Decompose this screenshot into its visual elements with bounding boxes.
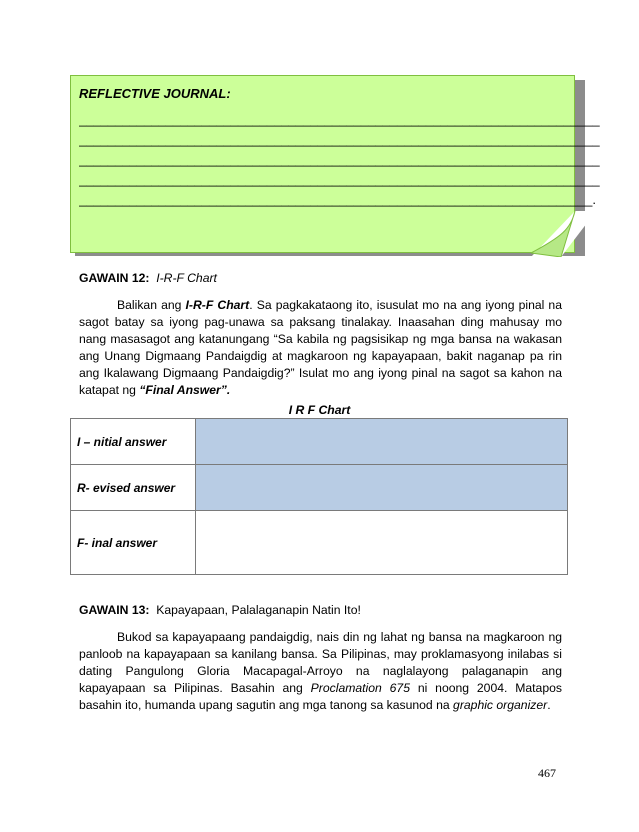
gawain-12-paragraph	[79, 297, 562, 399]
para-text: .	[547, 698, 551, 712]
gawain-12-heading	[79, 271, 217, 285]
table-row	[71, 465, 568, 511]
gawain-12-label: GAWAIN 12:	[79, 271, 150, 285]
gawain-12-title: I-R-F Chart	[156, 271, 217, 285]
journal-line: ________________________________________________________________________	[79, 172, 600, 187]
final-answer-cell[interactable]	[196, 511, 568, 575]
gawain-13-label: GAWAIN 13:	[79, 603, 150, 617]
gawain-13-paragraph	[79, 629, 562, 714]
para-text: ni noong 2004. Matapos basahin ito, humanda upang sagutin ang mga tanong sa kasunod na	[79, 681, 562, 712]
journal-line: ________________________________________________________________________	[79, 152, 600, 167]
gawain-13-heading	[79, 603, 361, 617]
table-row	[71, 419, 568, 465]
para-italic: Proclamation 675	[310, 681, 410, 695]
revised-answer-cell[interactable]	[196, 465, 568, 511]
para-text: Bukod sa kapayapaang pandaigdig, nais din ng lahat ng bansa na magkaroon ng panloob na kapayapaan sa kanilang bansa. Sa Pilipinas, may proklamasyong inilabas si dating Pangulong Gloria Macapagal-Arroyo na naglalayong palaganapin ang kapayapaan sa Pilipinas. Basahin ang	[79, 630, 562, 695]
para-italic: graphic organizer	[453, 698, 548, 712]
row-label-initial: I – nitial answer	[71, 419, 196, 465]
journal-title: REFLECTIVE JOURNAL:	[79, 86, 231, 101]
journal-line: ________________________________________________________________________	[79, 112, 600, 127]
table-row	[71, 511, 568, 575]
para-text: . Sa pagkakataong ito, isusulat mo na ang iyong pinal na sagot batay sa iyong pag-unawa sa paksang tinalakay. Inaasahan ding mahusay mo nang masasagot ang katanungang “Sa kabila ng pagsisikap ng mga bansa na wakasan ang Unang Digmaang Pandaigdig at magkaroon ng kapayapaan, bakit naganap pa rin ang Ikalawang Digmaang Pandaigdig?” Isulat mo ang iyong pinal na sagot sa kahon na katapat ng	[79, 298, 562, 397]
journal-line: ________________________________________________________________________	[79, 132, 600, 147]
para-emphasis: “Final Answer”.	[139, 383, 231, 397]
irf-chart-title: I R F Chart	[288, 403, 351, 417]
journal-line: _______________________________________________________________________.	[79, 192, 596, 207]
row-label-final: F- inal answer	[71, 511, 196, 575]
row-label-revised: R- evised answer	[71, 465, 196, 511]
gawain-13-title: Kapayapaan, Palalaganapin Natin Ito!	[156, 603, 361, 617]
page-number: 467	[538, 766, 556, 780]
initial-answer-cell[interactable]	[196, 419, 568, 465]
para-text: Balikan ang	[117, 298, 186, 312]
irf-chart-table	[70, 418, 568, 575]
para-emphasis: I-R-F Chart	[185, 298, 250, 312]
reflective-journal-box	[70, 75, 600, 253]
page-curl-icon	[531, 211, 587, 257]
